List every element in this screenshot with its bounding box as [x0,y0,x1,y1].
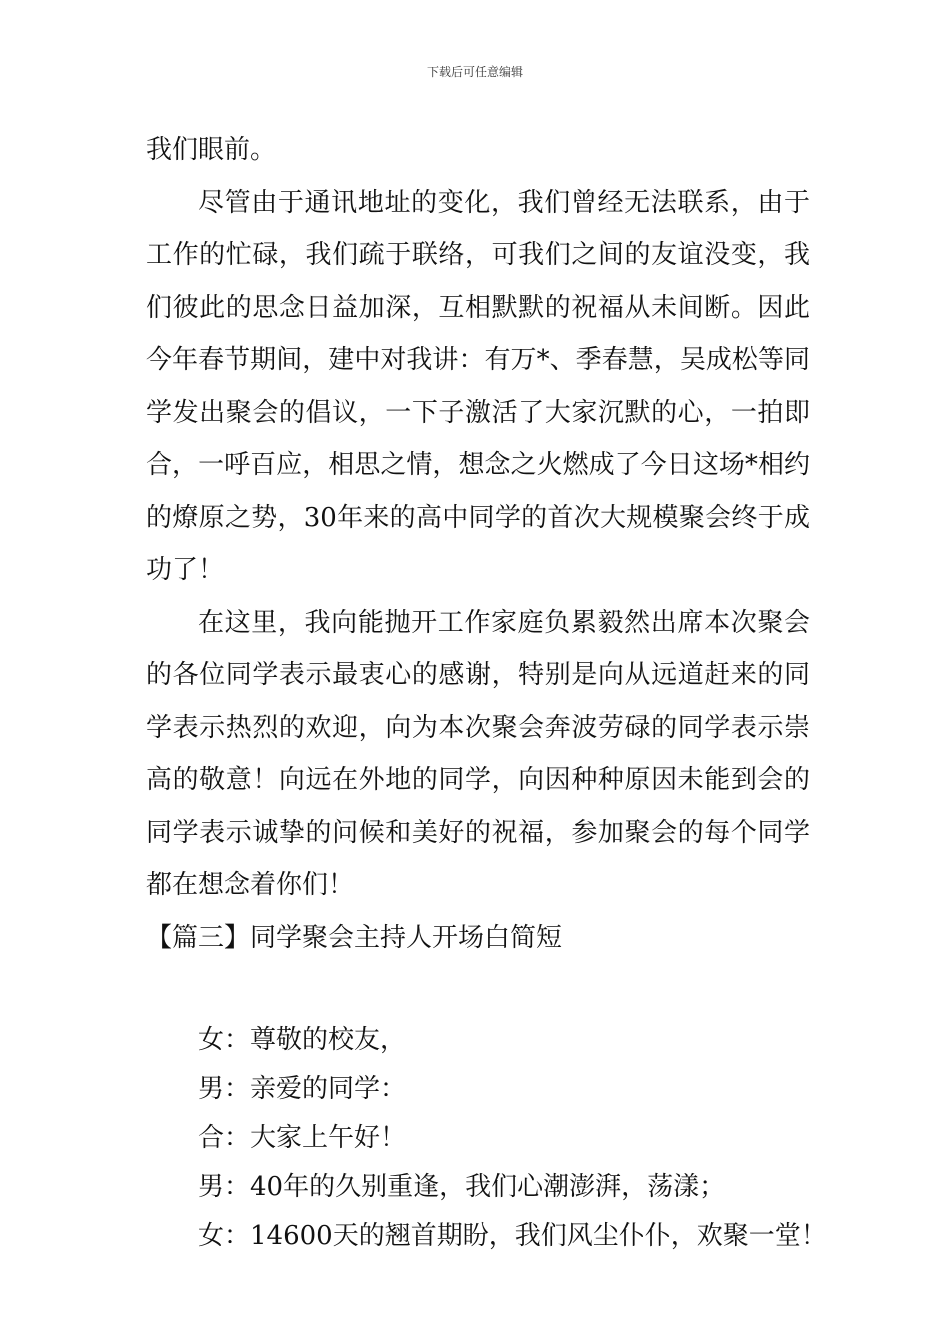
document-body [146,124,827,1261]
dialog-line: 女：14600天的翘首期盼，我们风尘仆仆，欢聚一堂！ [198,1221,827,1251]
page-header-note: 下载后可任意编辑 [426,65,523,79]
paragraph-continuation: 我们眼前。 [146,135,277,165]
dialog-line: 女：尊敬的校友， [198,1025,407,1055]
blank-line [146,964,810,1016]
paragraph-reunion-origin: 尽管由于通讯地址的变化，我们曾经无法联系，由于工作的忙碌，我们疏于联络，可我们之间的友谊没变，我们彼此的思念日益加深，互相默默的祝福从未间断。因此今年春节期间，建中对我讲：有万*、季春慧，吴成松等同学发出聚会的倡议，一下子激活了大家沉默的心，一拍即合，一呼百应，相思之情，想念之火燃成了今日这场*相约的燎原之势，30年来的高中同学的首次大规模聚会终于成功了！ [146,187,810,585]
section-heading: 【篇三】同学聚会主持人开场白简短 [146,922,563,953]
dialog-line: 男：40年的久别重逢，我们心潮澎湃，荡漾； [198,1172,726,1202]
dialog-line: 男：亲爱的同学： [198,1074,407,1104]
paragraph-thanks: 在这里，我向能抛开工作家庭负累毅然出席本次聚会的各位同学表示最衷心的感谢，特别是向从远道赶来的同学表示热烈的欢迎，向为本次聚会奔波劳碌的同学表示崇高的敬意！向远在外地的同学，向因种种原因未能到会的同学表示诚挚的问候和美好的祝福，参加聚会的每个同学都在想念着你们！ [146,607,810,900]
dialog-line: 合：大家上午好！ [198,1123,407,1153]
